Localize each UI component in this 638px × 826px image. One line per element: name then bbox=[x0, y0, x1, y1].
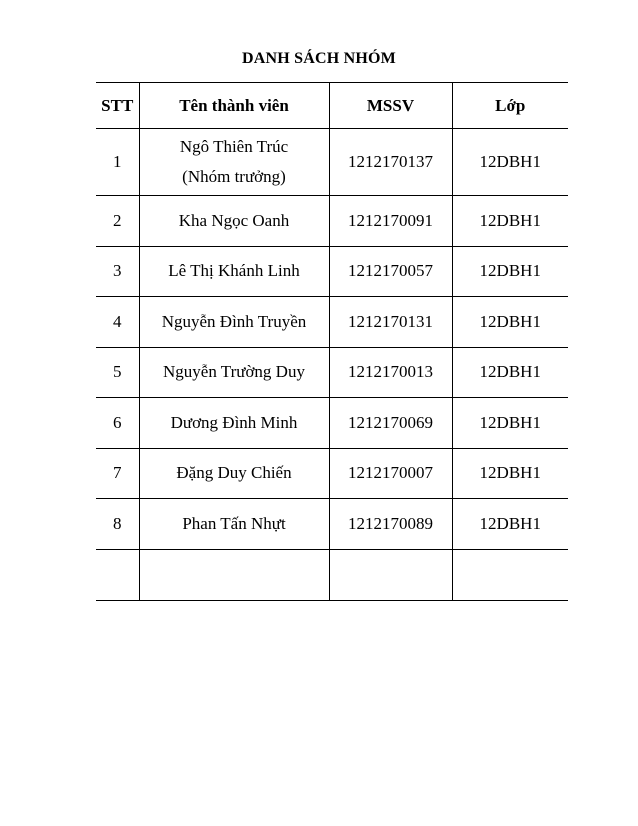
cell-class: 12DBH1 bbox=[452, 347, 568, 398]
leader-note: (Nhóm trưởng) bbox=[182, 167, 286, 186]
member-name: Ngô Thiên Trúc bbox=[179, 137, 289, 156]
cell-name: Đặng Duy Chiến bbox=[139, 448, 329, 499]
table-row bbox=[96, 398, 568, 449]
cell-empty bbox=[329, 549, 452, 600]
cell-name: Phan Tấn Nhựt bbox=[139, 499, 329, 550]
cell-class: 12DBH1 bbox=[452, 297, 568, 348]
header-class: Lớp bbox=[452, 83, 568, 129]
cell-stt: 5 bbox=[96, 347, 139, 398]
cell-empty bbox=[96, 549, 139, 600]
cell-class: 12DBH1 bbox=[452, 398, 568, 449]
cell-empty bbox=[452, 549, 568, 600]
cell-mssv: 1212170137 bbox=[329, 129, 452, 196]
table-row bbox=[96, 196, 568, 247]
table-row bbox=[96, 347, 568, 398]
cell-stt: 8 bbox=[96, 499, 139, 550]
cell-class: 12DBH1 bbox=[452, 246, 568, 297]
cell-stt: 3 bbox=[96, 246, 139, 297]
cell-stt: 4 bbox=[96, 297, 139, 348]
cell-class: 12DBH1 bbox=[452, 129, 568, 196]
header-mssv: MSSV bbox=[329, 83, 452, 129]
table-row bbox=[96, 499, 568, 550]
cell-name: Dương Đình Minh bbox=[139, 398, 329, 449]
header-name: Tên thành viên bbox=[139, 83, 329, 129]
cell-stt: 1 bbox=[96, 129, 139, 196]
cell-mssv: 1212170069 bbox=[329, 398, 452, 449]
cell-mssv: 1212170131 bbox=[329, 297, 452, 348]
cell-stt: 6 bbox=[96, 398, 139, 449]
cell-name: Lê Thị Khánh Linh bbox=[139, 246, 329, 297]
cell-class: 12DBH1 bbox=[452, 499, 568, 550]
cell-mssv: 1212170057 bbox=[329, 246, 452, 297]
cell-empty bbox=[139, 549, 329, 600]
header-stt: STT bbox=[96, 83, 139, 129]
page-title: DANH SÁCH NHÓM bbox=[242, 50, 396, 67]
cell-name: Nguyễn Đình Truyền bbox=[139, 297, 329, 348]
table-row bbox=[96, 448, 568, 499]
table-row bbox=[96, 246, 568, 297]
cell-class: 12DBH1 bbox=[452, 448, 568, 499]
cell-name: Kha Ngọc Oanh bbox=[139, 196, 329, 247]
cell-mssv: 1212170007 bbox=[329, 448, 452, 499]
table-header-row bbox=[96, 83, 568, 129]
table-row-empty bbox=[96, 549, 568, 600]
member-table bbox=[96, 82, 568, 601]
cell-stt: 7 bbox=[96, 448, 139, 499]
table-row bbox=[96, 297, 568, 348]
cell-name bbox=[139, 129, 329, 196]
cell-mssv: 1212170013 bbox=[329, 347, 452, 398]
cell-mssv: 1212170089 bbox=[329, 499, 452, 550]
cell-mssv: 1212170091 bbox=[329, 196, 452, 247]
cell-class: 12DBH1 bbox=[452, 196, 568, 247]
table-row bbox=[96, 129, 568, 196]
cell-stt: 2 bbox=[96, 196, 139, 247]
cell-name: Nguyễn Trường Duy bbox=[139, 347, 329, 398]
